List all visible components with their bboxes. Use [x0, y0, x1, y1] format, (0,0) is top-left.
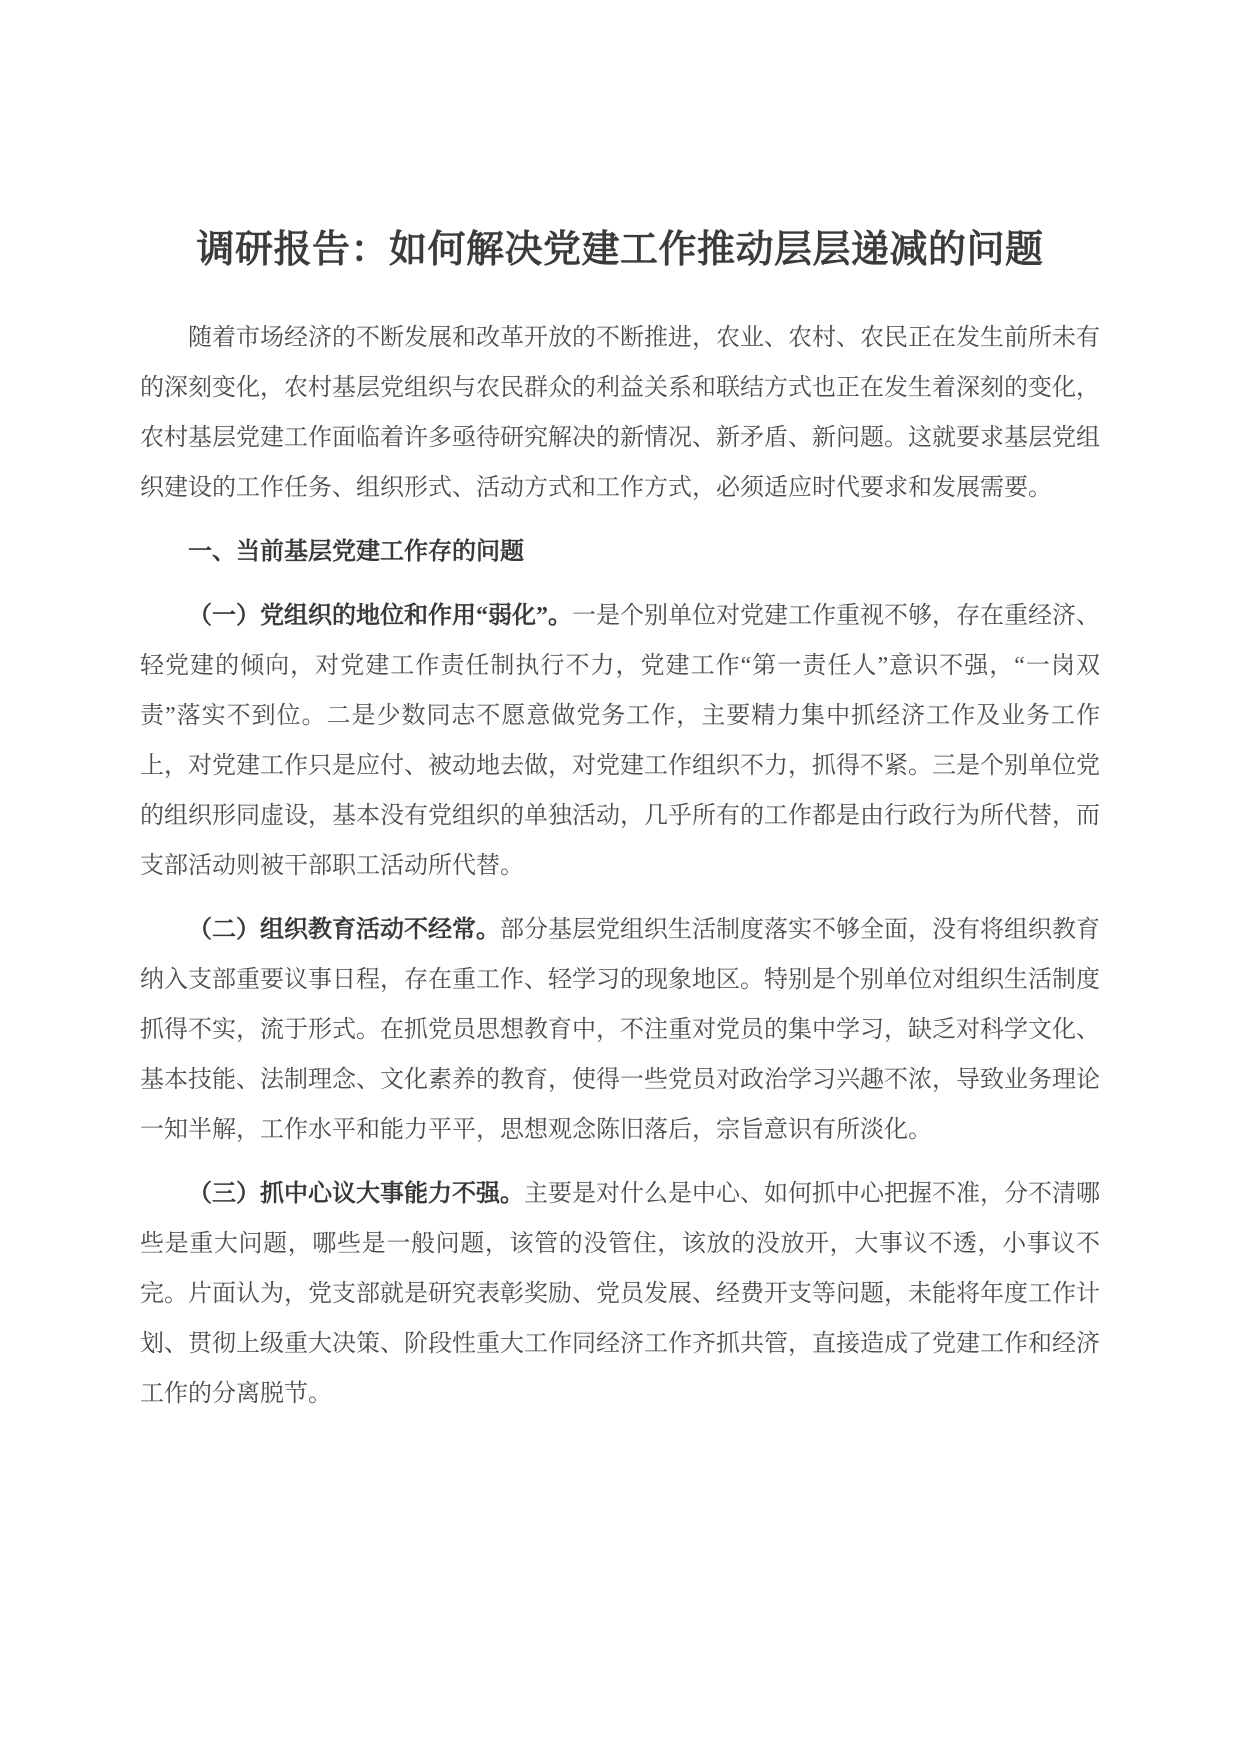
- section-3-text: 主要是对什么是中心、如何抓中心把握不准，分不清哪些是重大问题，哪些是一般问题，该管的没管住，该放的没放开，大事议不透，小事议不完。片面认为，党支部就是研究表彰奖励、党员发展、经费开支等问题，未能将年度工作计划、贯彻上级重大决策、阶段性重大工作同经济工作齐抓共管，直接造成了党建工作和经济工作的分离脱节。: [140, 1181, 1100, 1407]
- section-1-text: 一是个别单位对党建工作重视不够，存在重经济、轻党建的倾向，对党建工作责任制执行不力，党建工作“第一责任人”意识不强，“一岗双责”落实不到位。二是少数同志不愿意做党务工作，主要精力集中抓经济工作及业务工作上，对党建工作只是应付、被动地去做，对党建工作组织不力，抓得不紧。三是个别单位党的组织形同虚设，基本没有党组织的单独活动，几乎所有的工作都是由行政行为所代替，而支部活动则被干部职工活动所代替。: [140, 603, 1100, 879]
- intro-paragraph-text: 随着市场经济的不断发展和改革开放的不断推进，农业、农村、农民正在发生前所未有的深刻变化，农村基层党组织与农民群众的利益关系和联结方式也正在发生着深刻的变化，农村基层党建工作面临着许多亟待研究解决的新情况、新矛盾、新问题。这就要求基层党组织建设的工作任务、组织形式、活动方式和工作方式，必须适应时代要求和发展需要。: [140, 325, 1100, 501]
- section-heading-1: 一、当前基层党建工作存的问题: [188, 539, 524, 565]
- section-2-text: 部分基层党组织生活制度落实不够全面，没有将组织教育纳入支部重要议事日程，存在重工作、轻学习的现象地区。特别是个别单位对组织生活制度抓得不实，流于形式。在抓党员思想教育中，不注重对党员的集中学习，缺乏对科学文化、基本技能、法制理念、文化素养的教育，使得一些党员对政治学习兴趣不浓，导致业务理论一知半解，工作水平和能力平平，思想观念陈旧落后，宗旨意识有所淡化。: [140, 917, 1100, 1143]
- section-1-lead: （一）党组织的地位和作用“弱化”。: [188, 603, 572, 629]
- document-title: 调研报告：如何解决党建工作推动层层递减的问题: [196, 229, 1044, 271]
- intro-paragraph: [140, 313, 1100, 513]
- section-2-paragraph: [140, 905, 1100, 1155]
- section-1-paragraph: [140, 591, 1100, 891]
- section-3-lead: （三）抓中心议大事能力不强。: [188, 1181, 524, 1207]
- section-2-lead: （二）组织教育活动不经常。: [188, 917, 500, 943]
- section-3-paragraph: [140, 1169, 1100, 1419]
